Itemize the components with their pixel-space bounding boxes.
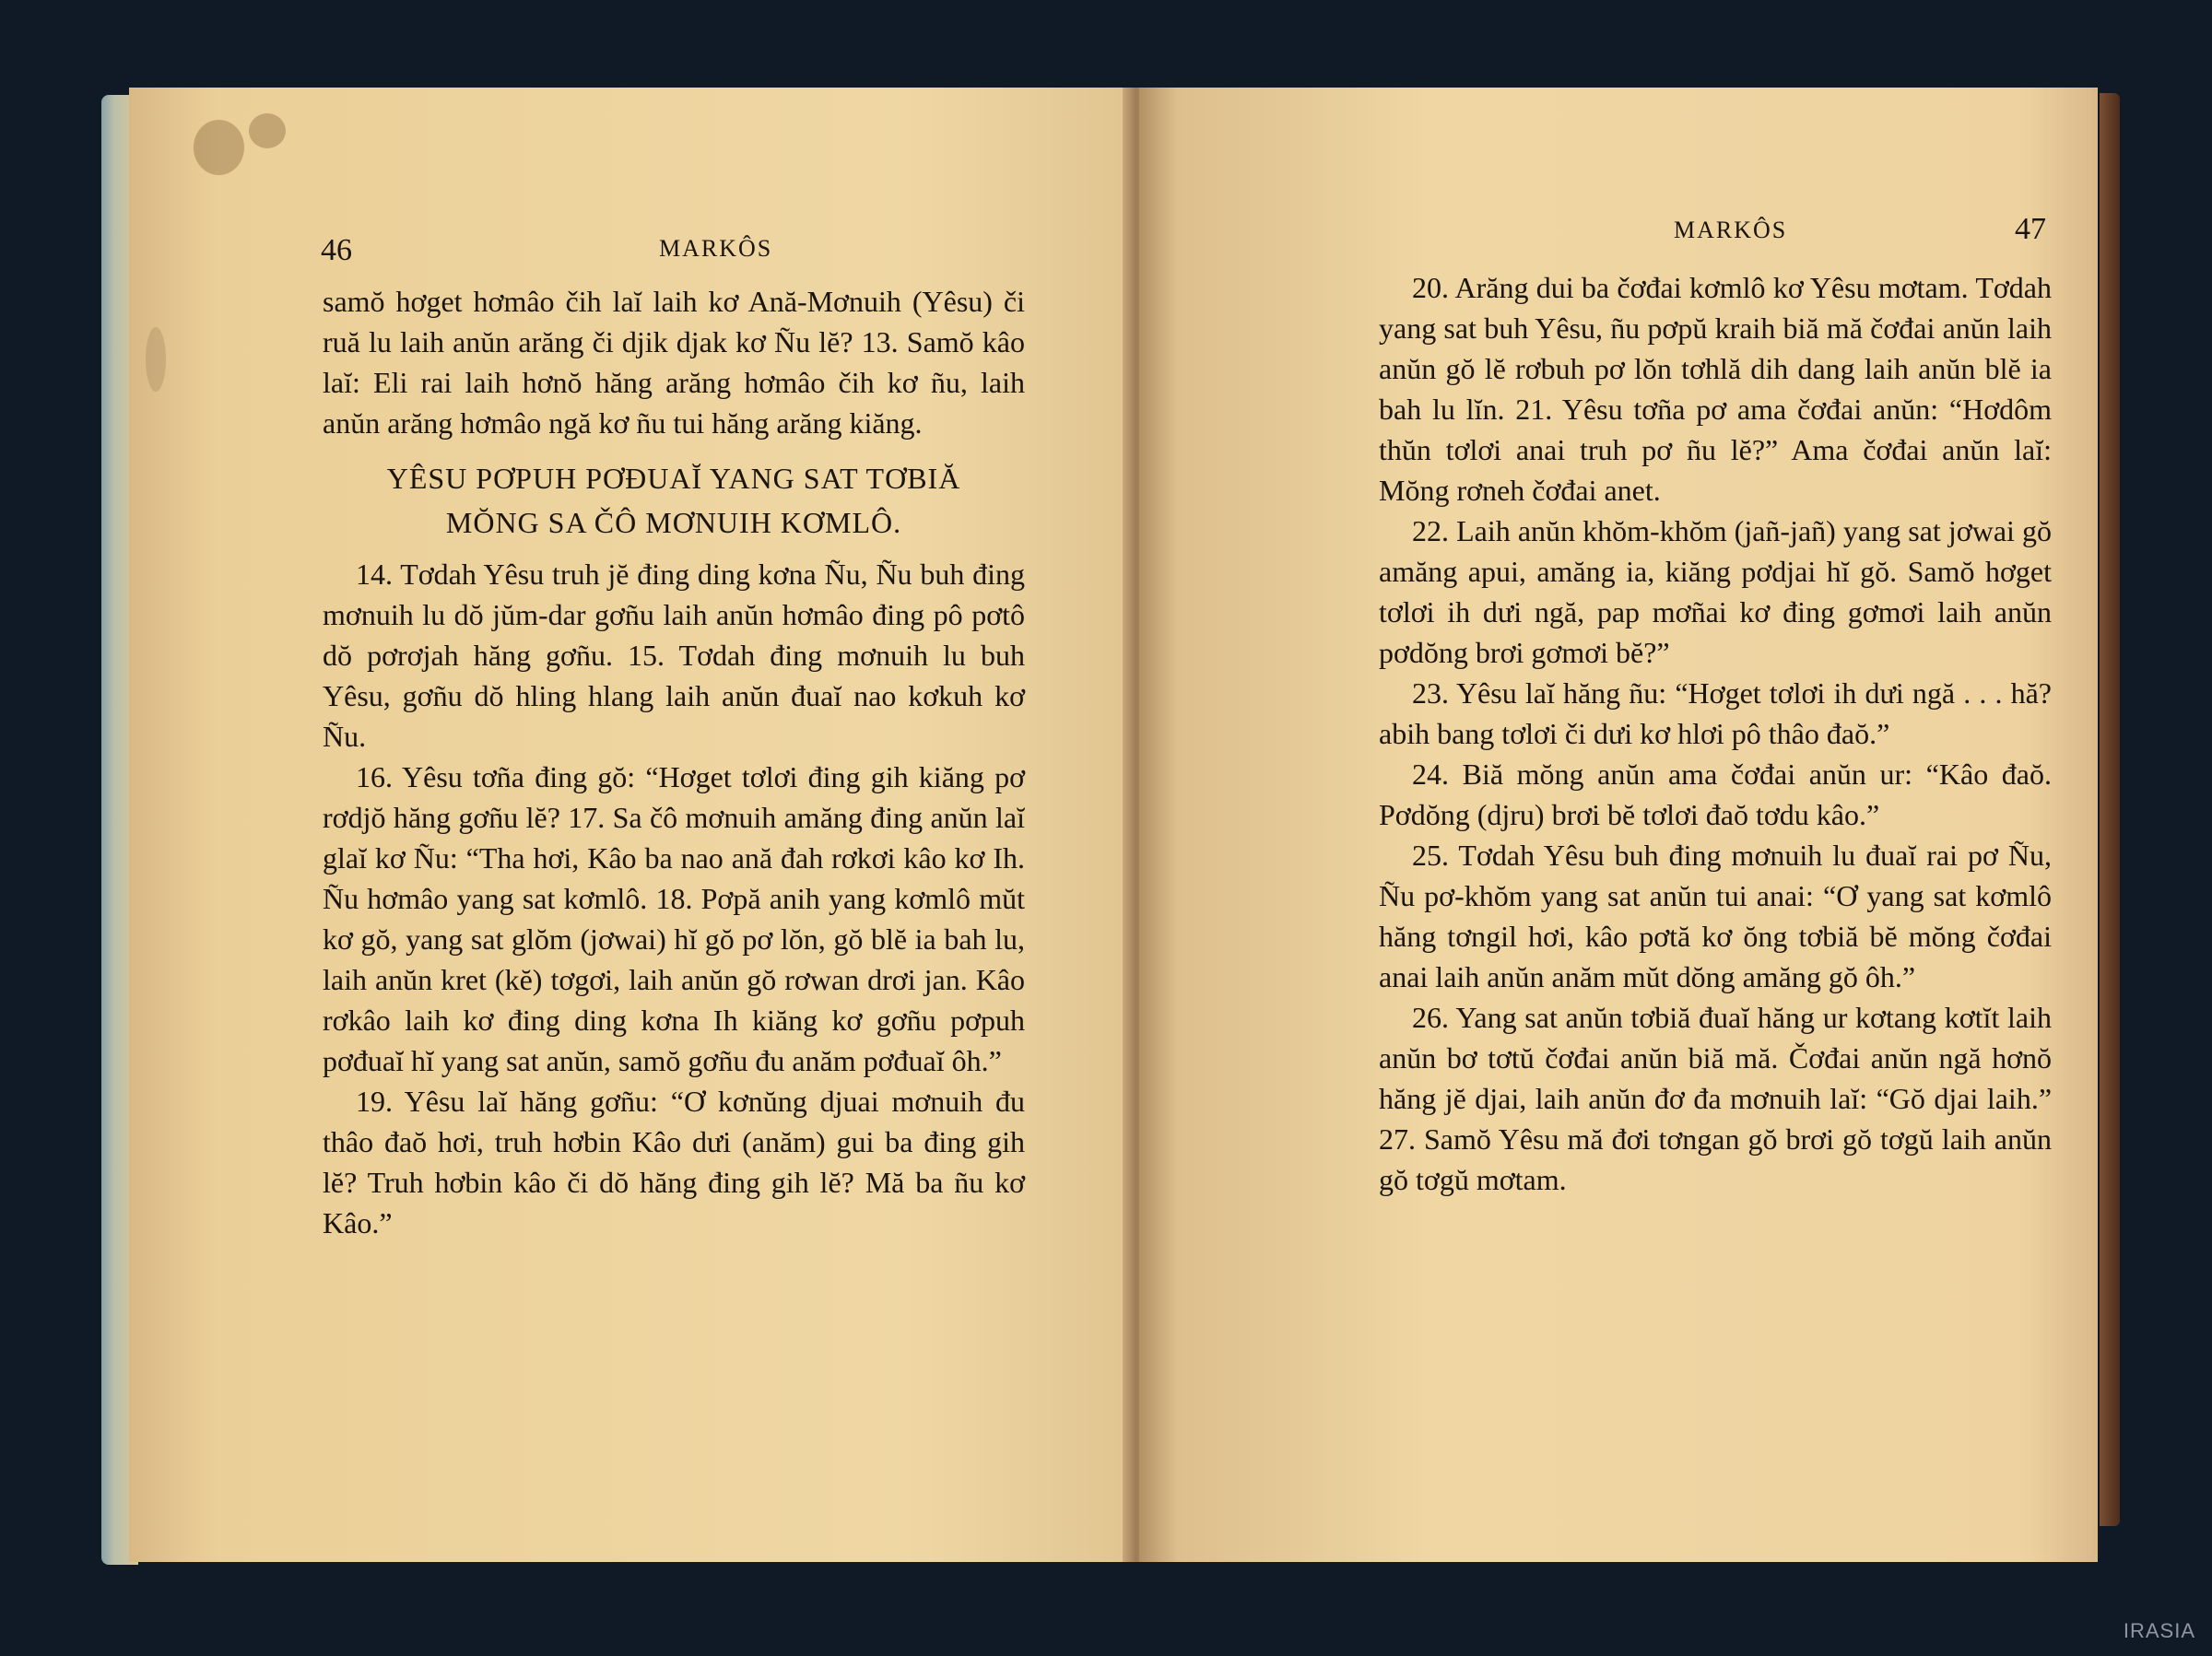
text-line: mŭt dŏng amăng gŏ ôh.”	[1622, 960, 1916, 993]
text-line: gŏ, yang sat glŏm (jơwai) hĭ gŏ pơ lŏn, gŏ blĕ ia	[360, 922, 936, 956]
text-line: 15. Tơdah đing mơnuih lu buh Yêsu, gơñu dŏ	[323, 639, 1025, 712]
left-body	[323, 554, 1025, 1243]
stain	[146, 327, 166, 392]
text-line: 25. Tơdah Yêsu buh đing mơnuih lu đuaĭ rai	[1412, 839, 1958, 872]
paragraph	[1379, 754, 2052, 835]
text-line: gŏ. Samŏ hơget tơlơi ih dưi ngă, pap mơñai kơ	[1379, 555, 2053, 628]
text-line: (Yêsu) či ruă lu laih anŭn arăng či djik djak kơ	[323, 285, 1026, 358]
text-line: (anăm) gui ba đing gih lĕ? Truh hơbin kâo či	[323, 1125, 1026, 1199]
text-line: sat kơmlô. 18. Pơpă anih yang kơmlô mŭt kơ	[323, 882, 1025, 956]
right-body	[1379, 267, 2052, 1200]
right-page-number: 47	[2015, 212, 2046, 246]
text-line: Tơdah yang sat buh Yêsu, ñu pơpŭ kraih biă	[1379, 271, 2052, 345]
text-line: rơwan drơi jan. Kâo rơkâo laih kơ đing ding	[323, 963, 1026, 1037]
text-line: ŏng tơbiă bĕ mŏng čơđai anai laih anŭn anăm	[1379, 920, 2053, 993]
open-book	[101, 88, 2120, 1580]
left-running-head: MARKÔS	[659, 235, 773, 262]
text-line: 24. Biă mŏng anŭn ama čơđai anŭn ur: “Kâo	[1412, 758, 1989, 791]
text-line: 14. Tơdah Yêsu truh jĕ đing ding kơna Ñu,	[356, 558, 868, 591]
text-line: samŏ hơget hơmâo čih laĭ laih kơ Ană-Mơnuih	[323, 285, 901, 318]
text-line: pơ ama čơđai anŭn: “Hơdôm thŭn tơlơi anai truh	[1379, 393, 2053, 466]
text-line: 23. Yêsu laĭ hăng ñu: “Hơget tơlơi ih dưi	[1412, 676, 1904, 710]
paragraph	[1379, 673, 2052, 754]
text-line: dih dang laih anŭn blĕ ia bah lu lĭn. 21. Yêsu tơña	[1379, 352, 2053, 426]
text-line: mă čơđai anŭn laih anŭn gŏ lĕ rơbuh pơ lŏn tơhlă	[1379, 311, 2052, 385]
text-line: mă đơi tơngan gŏ brơi gŏ tơgŭ laih anŭn gŏ tơgŭ	[1379, 1122, 2053, 1196]
text-line: mơnuih đu thâo đaŏ hơi, truh hơbin Kâo dưi	[323, 1085, 1026, 1158]
stain	[249, 113, 286, 148]
left-page-text	[323, 281, 1025, 1243]
text-line: đaŏ. Pơdŏng (djru) brơi bĕ tơlơi đaŏ tơdu kâo.”	[1379, 758, 2052, 831]
text-line: anŭn hơmâo đing pô pơtô dŏ pơrơjah hăng gơñu.	[323, 598, 1026, 672]
text-line: bah lu, laih anŭn kret (kĕ) tơgơi, laih anŭn gŏ	[323, 922, 1026, 996]
text-line: đing gơmơi laih anŭn pơdŏng brơi gơmơi bĕ?”	[1379, 595, 2053, 669]
text-line: ngă kơ ñu tui hăng arăng kiăng.	[548, 406, 923, 440]
text-line: 22. Laih anŭn khŏm-khŏm (jañ-jañ) yang sat	[1412, 514, 1941, 547]
paragraph	[1379, 835, 2052, 997]
text-line: čơđai anet.	[1532, 474, 1661, 507]
left-intro-paragraph	[323, 281, 1025, 443]
paragraph	[323, 281, 1025, 443]
paragraph	[323, 1081, 1025, 1243]
text-line: yang sat kơmlô hăng tơngil hơi, kâo pơtă kơ	[1379, 879, 2053, 953]
right-running-head: MARKÔS	[1674, 217, 1788, 243]
text-line: pơ ñu lĕ?” Ama čơđai anŭn laĭ: Mŏng rơneh	[1379, 433, 2053, 507]
text-line: 19. Yêsu laĭ hăng gơñu: “Ơ kơnŭng djuai	[356, 1085, 879, 1118]
text-line: hling hlang laih anŭn đuaĭ nao kơkuh kơ Ñu.	[323, 679, 1026, 753]
text-line: amăng đing anŭn laĭ glaĭ kơ Ñu: “Tha hơi, Kâo	[323, 801, 1026, 875]
heading-line: MŎNG SA ČÔ MƠNUIH KƠMLÔ.	[445, 506, 902, 539]
paragraph	[323, 554, 1025, 757]
text-line: dŏ hăng đing gih lĕ? Mă ba ñu kơ Kâo.”	[323, 1166, 1026, 1239]
text-line: kơtĭt laih anŭn bơ tơtŭ čơđai anŭn biă mă.	[1379, 1001, 2052, 1075]
text-line: kiăng pơ rơdjŏ hăng gơñu lĕ? 17. Sa čô mơnuih	[323, 760, 1026, 834]
heading-line: YÊSU PƠPUH PƠĐUAĬ YANG SAT TƠBIĂ	[386, 462, 961, 495]
text-line: đa mơnuih laĭ: “Gŏ djai laih.” 27. Samŏ Yêsu	[1379, 1082, 2053, 1156]
text-line: ngă . . . hă? abih bang tơlơi či dưi kơ hlơi pô thâo	[1379, 676, 2053, 750]
paragraph	[1379, 997, 2052, 1200]
text-line: Ñu lĕ? 13. Samŏ kâo laĭ: Eli rai laih hơnŏ hăng	[323, 325, 1026, 399]
text-line: anŭn, samŏ gơñu đu anăm pơđuaĭ ôh.”	[546, 1044, 1002, 1077]
text-line: Čơđai anŭn ngă hơnŏ hăng jĕ djai, laih anŭn đơ	[1379, 1041, 2053, 1115]
text-line: ba nao ană đah rơkơi kâo kơ Ih. Ñu hơmâo yang	[323, 841, 1026, 915]
watermark: IRASIA	[2123, 1619, 2195, 1642]
stain	[194, 120, 244, 175]
left-page-number: 46	[321, 233, 352, 267]
text-line: mơtam.	[1476, 1163, 1567, 1196]
section-heading	[323, 456, 1025, 545]
text-line: pơ Ñu, Ñu pơ-khŏm yang sat anŭn tui anai: “Ơ	[1379, 839, 2053, 912]
page-block-edge-right	[2100, 93, 2120, 1526]
text-line: 20. Arăng dui ba čơđai kơmlô kơ Yêsu mơtam.	[1412, 271, 1969, 304]
text-line: 26. Yang sat anŭn tơbiă đuaĭ hăng ur kơtang	[1412, 1001, 1937, 1034]
text-line: Ñu buh đing mơnuih lu dŏ jŭm-dar gơñu laih	[323, 558, 1026, 631]
text-line: kơna Ih kiăng kơ gơñu pơpuh pơđuaĭ hĭ yang sat	[323, 1004, 1026, 1077]
text-line: jơwai gŏ amăng apui, amăng ia, kiăng pơdjai hĭ	[1379, 514, 2053, 588]
left-page	[129, 88, 1240, 1562]
text-line: 16. Yêsu tơña đing gŏ: “Hơget tơlơi đing gih	[356, 760, 909, 793]
text-line: đaŏ.”	[1826, 717, 1890, 750]
text-line: arăng hơmâo čih kơ ñu, laih anŭn arăng hơmâo	[323, 366, 1026, 440]
right-page-text	[1379, 267, 2052, 1200]
paragraph	[323, 757, 1025, 1081]
right-page	[1139, 88, 2098, 1562]
paragraph	[1379, 511, 2052, 673]
paragraph	[1379, 267, 2052, 511]
